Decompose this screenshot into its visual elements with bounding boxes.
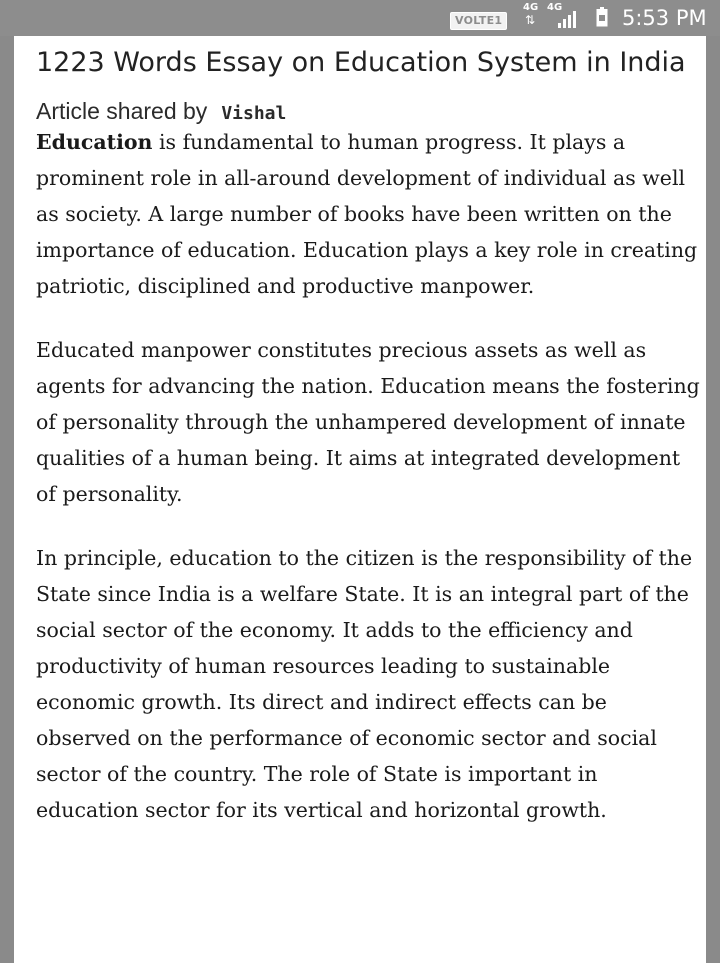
volte-badge: VOLTE1 (450, 12, 507, 30)
article-paragraph: Educated manpower constitutes precious assets as well as agents for advancing the nation. Education means the fostering of personality through the unhampered development of innate qualities of a human being. It aims at integrated development of personality. (36, 338, 700, 506)
lead-word: Education (36, 130, 153, 154)
article-page[interactable] (14, 36, 706, 963)
clock: 5:53 PM (622, 6, 707, 30)
signal-strength-icon (557, 9, 577, 29)
article-paragraph: In principle, education to the citizen is the responsibility of the State since India is a welfare State. It is an integral part of the social sector of the economy. It adds to the efficiency and productivity of human resources leading to sustainable economic growth. Its direct and indirect effects can be observed on the performance of economic sector and social sector of the country. The role of State is important in education sector for its vertical and horizontal growth. (36, 546, 693, 822)
author-name[interactable]: Vishal (221, 103, 287, 124)
network-type-label: 4G (523, 2, 539, 13)
article-content (36, 36, 700, 828)
article-byline (36, 96, 700, 126)
byline-prefix: Article shared by (36, 98, 208, 124)
status-bar (0, 0, 720, 36)
battery-icon (596, 7, 608, 27)
network-type-label-2: 4G (547, 2, 563, 13)
article-title: 1223 Words Essay on Education System in India (36, 47, 686, 78)
paragraph-text: is fundamental to human progress. It plays a prominent role in all-around development of individual as well as society. A large number of books have been written on the importance of education. Education plays a key role in creating patriotic, disciplined and productive manpower. (36, 130, 698, 298)
article-paragraph (36, 124, 700, 304)
data-activity-icon: ⇅ (525, 13, 534, 27)
